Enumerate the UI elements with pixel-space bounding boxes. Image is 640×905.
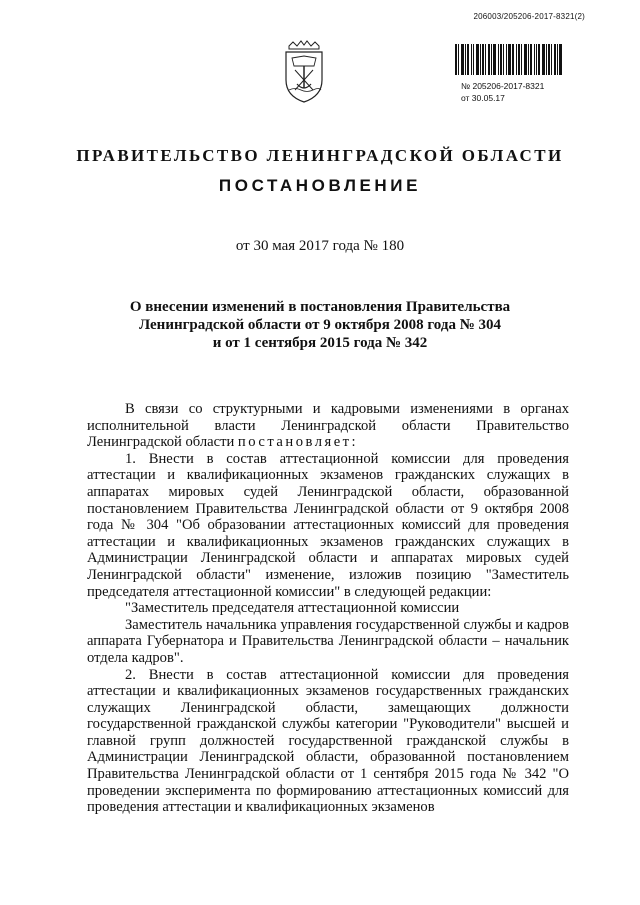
- document-body: [87, 401, 569, 816]
- quote-text: Заместитель начальника управления государственной службы и кадров аппарата Губернатора и Правительства Ленинградской области – начальник отдела кадров".: [87, 616, 569, 666]
- coat-of-arms-icon: [283, 40, 325, 104]
- quote-heading: "Заместитель председателя аттестационной комиссии: [125, 600, 460, 617]
- document-date: от 30 мая 2017 года № 180: [235, 238, 405, 254]
- registration-stamp: [461, 80, 544, 104]
- subject-line-2: Ленинградской области от 9 октября 2008 года № 304: [138, 317, 502, 333]
- item-1-paragraph: 1. Внести в состав аттестационной комиссии для проведения аттестации и квалификационных экзаменов гражданских служащих в аппаратах мировых судей Ленинградской области, образованной постановлением Правительства Ленинградской области от 9 октября 2008 года № 304 "Об образовании аттестационных комиссий для проведения аттестации и квалификационных экзаменов гражданских служащих в Администрации Ленинградской области и аппаратах мировых судей Ленинградской области" изменение, изложив позицию "Заместитель председателя аттестационной комиссии" в следующей редакции:: [87, 450, 569, 600]
- barcode: [455, 44, 584, 75]
- document-id: 206003/205206-2017-8321(2): [473, 12, 585, 21]
- subject-line-3: и от 1 сентября 2015 года № 342: [212, 335, 428, 351]
- item-2-paragraph: 2. Внести в состав аттестационной комиссии для проведения аттестации и квалификационных экзаменов государственных гражданских служащих Ленинградской области, замещающих должности государственной гражданской службы категории "Руководители" высшей и главной групп должностей государственной гражданской службы в Администрации Ленинградской области, образованной постановлением Правительства Ленинградской области от 1 сентября 2015 года № 342 "О проведении эксперимента по формированию аттестационных комиссий для проведения аттестации и квалификационных экзаменов: [87, 666, 569, 816]
- intro-paragraph: [87, 401, 569, 451]
- registration-date: от 30.05.17: [461, 93, 505, 103]
- intro-text: В связи со структурными и кадровыми изменениями в органах исполнительной власти Ленинградской области Правительство Ленинградской области: [87, 401, 569, 451]
- government-name: ПРАВИТЕЛЬСТВО ЛЕНИНГРАДСКОЙ ОБЛАСТИ: [76, 146, 564, 165]
- subject-line-1: О внесении изменений в постановления Правительства: [129, 299, 511, 315]
- registration-number: № 205206-2017-8321: [461, 81, 545, 91]
- document-type: ПОСТАНОВЛЕНИЕ: [218, 176, 422, 195]
- document-subject: [0, 298, 640, 352]
- resolves-word: постановляет:: [237, 434, 359, 451]
